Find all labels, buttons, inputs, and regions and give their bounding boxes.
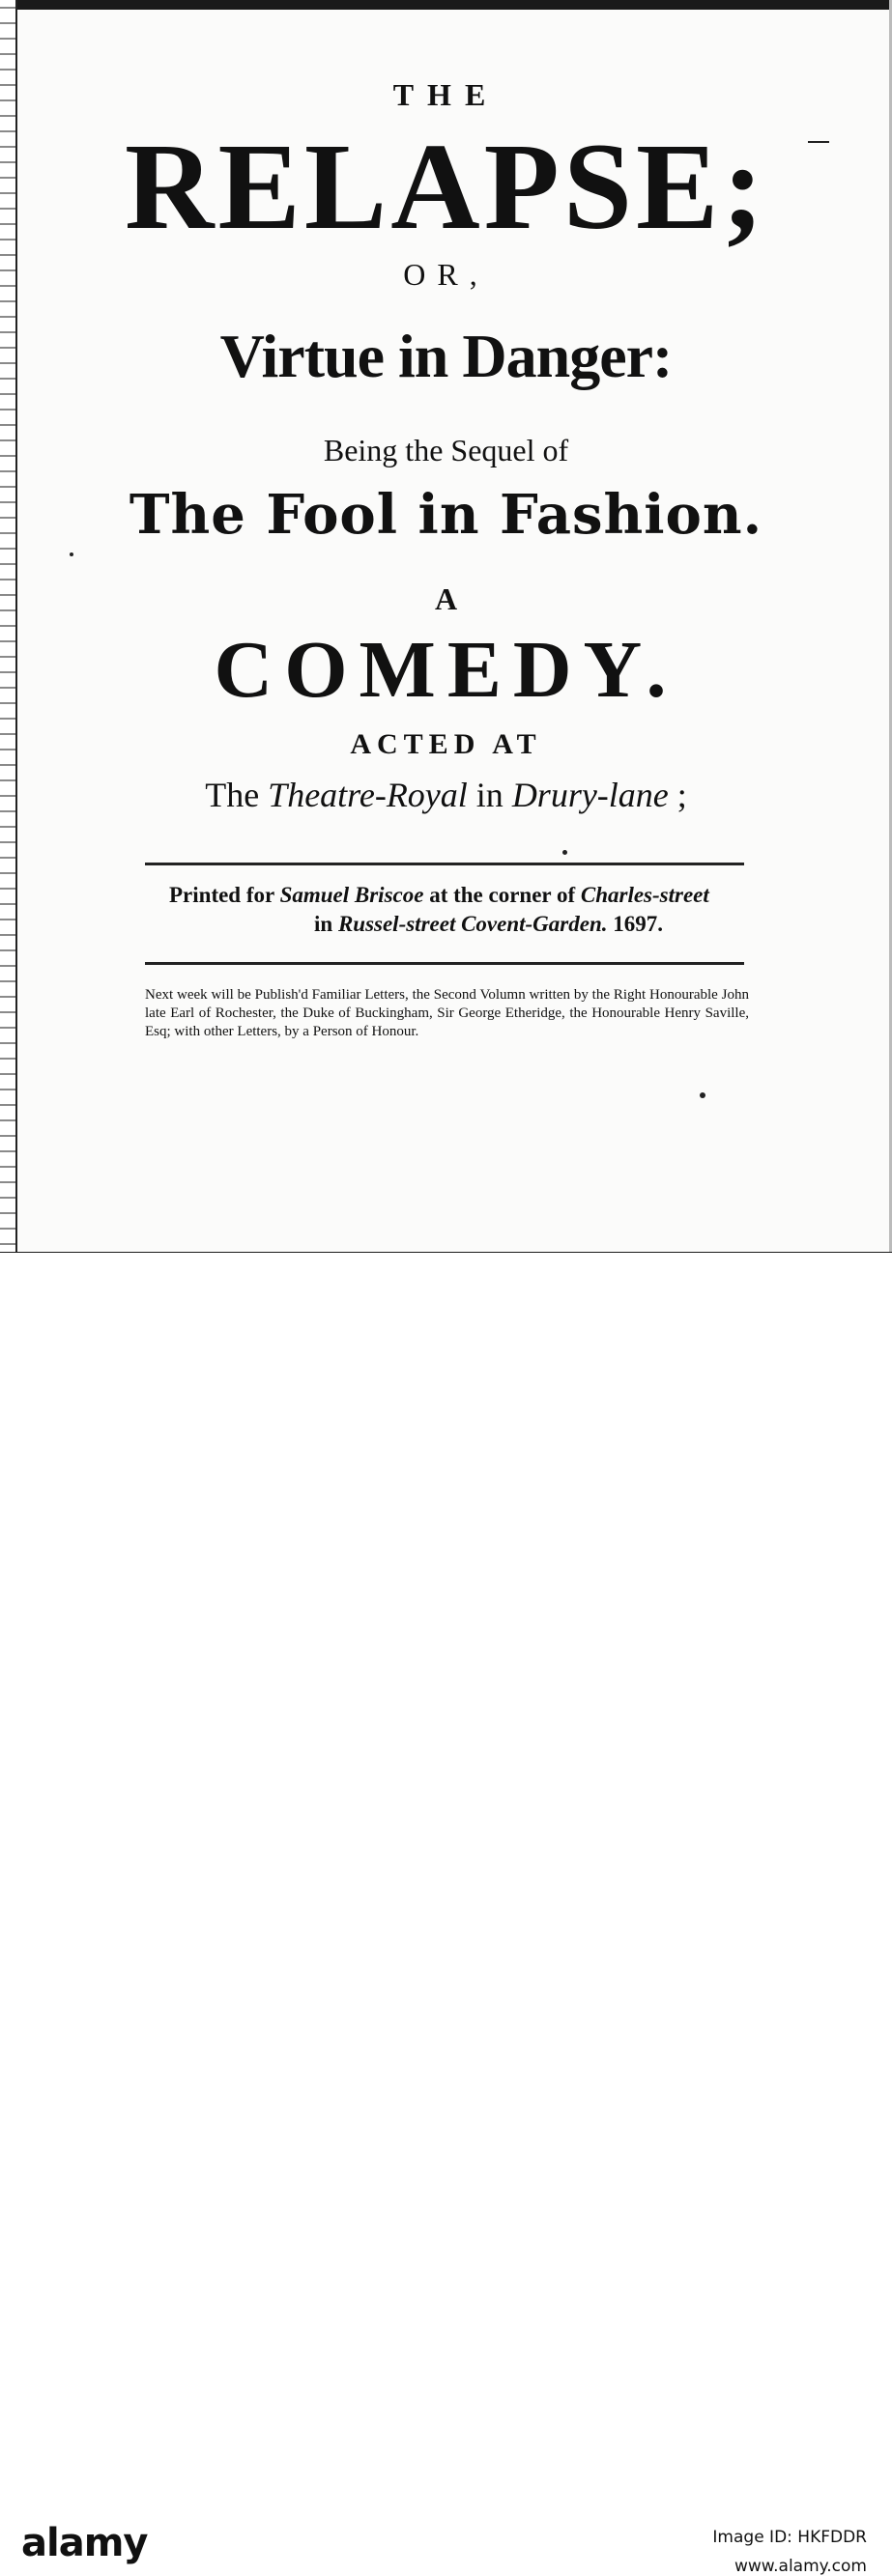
imprint-year: 1697. [613,912,663,936]
divider-rule-bottom [145,962,744,965]
print-speck [808,141,829,143]
theatre-name: Theatre-Royal [268,776,468,814]
subtitle: Virtue in Danger: [219,322,673,390]
imprint-street2: Russel-street [337,912,456,936]
imprint-in: in [314,912,333,936]
theatre-end: ; [676,776,687,814]
print-speck [562,850,567,855]
imprint-location: Covent-Garden. [461,912,608,936]
imprint-line-2 [169,910,749,939]
scanned-page [0,0,892,1253]
imprint-at-corner: at the corner of [429,883,576,907]
title-or: OR, [403,257,489,292]
being-sequel-line: Being the Sequel of [323,433,569,467]
theatre-place: Drury-lane [511,776,669,814]
acted-at: ACTED AT [350,728,542,760]
print-speck [700,1092,705,1098]
imprint-printed-for: Printed for [169,883,274,907]
publication-notice: Next week will be Publish'd Familiar Letters, the Second Volumn written by the Right Honourable John late Earl of Rochester, the Duke of Buckingham, Sir George Etheridge, the Honourable Henry Saville, Esq; with other Letters, by a Person of Honour. [145,987,749,1039]
imprint-publisher: Samuel Briscoe [279,883,424,907]
scan-top-border [0,0,892,10]
title-a: A [434,581,458,616]
title-the: THE [392,77,500,112]
watermark-url: www.alamy.com [734,2557,867,2576]
divider-rule-top [145,863,744,865]
title-main: RELAPSE; [125,118,767,255]
watermark-footer [0,1253,892,2576]
print-speck [70,552,73,556]
alamy-logo: alamy [21,2521,148,2565]
theatre-in: in [475,776,504,814]
image-id: Image ID: HKFDDR [712,2528,867,2547]
sequel-title-blackletter: The Fool in Fashion. [129,483,763,547]
theatre-line [0,775,892,815]
imprint-street1: Charles-street [580,883,709,907]
theatre-the: The [205,776,260,814]
imprint [169,881,749,939]
title-comedy: COMEDY. [214,625,678,715]
